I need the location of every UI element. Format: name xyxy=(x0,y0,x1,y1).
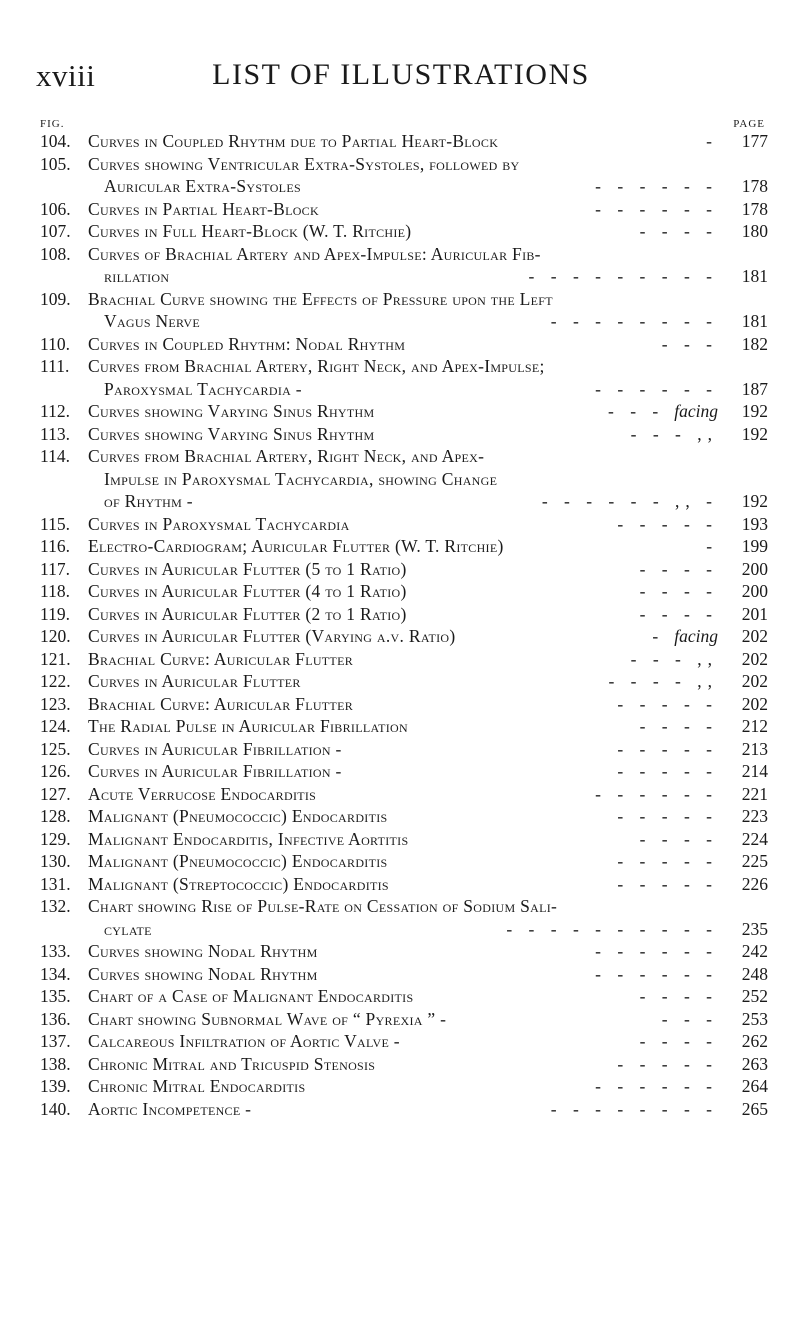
list-item xyxy=(40,648,768,671)
dot-leader: - - - - xyxy=(639,603,719,624)
page-ref: 193 xyxy=(741,513,769,534)
page-ref: 221 xyxy=(741,783,768,804)
figure-title: of Rhythm - xyxy=(104,491,193,511)
figure-number: 129. xyxy=(40,828,71,849)
figure-number: 131. xyxy=(40,873,71,894)
list-item xyxy=(40,355,768,400)
dot-leader: - - - - xyxy=(639,221,719,241)
list-item xyxy=(40,130,768,153)
figure-number: 132. xyxy=(40,896,71,916)
page-ref: 187 xyxy=(741,378,768,399)
list-item xyxy=(40,580,768,603)
entry-line xyxy=(40,693,768,716)
entry-line xyxy=(40,490,768,513)
dot-leader: - - - - - - xyxy=(595,1076,718,1096)
page-ref: 177 xyxy=(741,131,768,151)
figure-title: Curves in Auricular Flutter (Varying a.v. Ratio) xyxy=(88,626,456,646)
page-ref: 180 xyxy=(741,221,769,241)
entry-line xyxy=(40,378,768,401)
page-ref: 235 xyxy=(741,918,769,939)
list-item xyxy=(40,693,768,716)
page-ref: 181 xyxy=(741,266,768,286)
figure-number: 133. xyxy=(40,941,71,961)
figure-title: Brachial Curve showing the Effects of Pressure upon the Left xyxy=(88,288,553,309)
figure-number: 117. xyxy=(40,558,70,579)
figure-number: 108. xyxy=(40,243,71,264)
figure-title: Malignant (Streptococcic) Endocarditis xyxy=(88,873,389,894)
figure-title: Curves showing Nodal Rhythm xyxy=(88,941,318,961)
page-ref: 214 xyxy=(741,761,768,781)
list-item xyxy=(40,1030,768,1053)
list-item xyxy=(40,603,768,626)
page-ref: 178 xyxy=(741,198,768,219)
dot-leader: - - - xyxy=(661,333,718,354)
page-ref: 242 xyxy=(741,941,769,961)
figure-title: Curves showing Nodal Rhythm xyxy=(88,963,318,984)
list-item xyxy=(40,243,768,288)
figure-title: Curves in Partial Heart-Block xyxy=(88,198,319,219)
page-ref: 202 xyxy=(741,671,769,691)
figure-title: Curves in Auricular Flutter (5 to 1 Ratio) xyxy=(88,558,407,579)
dot-leader: - - - - - xyxy=(617,761,718,781)
page-ref: 226 xyxy=(741,873,769,894)
figure-title: Impulse in Paroxysmal Tachycardia, showing Change xyxy=(104,468,498,489)
dot-leader: - - - - - - - - xyxy=(550,311,718,331)
dot-leader: - - - - - xyxy=(617,1053,719,1074)
figure-title: Electro-Cardiogram; Auricular Flutter (W. T. Ritchie) xyxy=(88,536,504,556)
dot-leader: - - - ,, xyxy=(630,648,719,669)
dot-leader: - - - - - - xyxy=(595,963,719,984)
figure-number: 128. xyxy=(40,806,71,826)
list-item xyxy=(40,220,768,243)
page-title: LIST OF ILLUSTRATIONS xyxy=(212,58,590,91)
dot-leader: - xyxy=(706,536,719,556)
entry-line xyxy=(40,828,768,851)
list-item xyxy=(40,738,768,761)
page-ref: 223 xyxy=(741,806,768,826)
list-item xyxy=(40,940,768,963)
page-ref: 262 xyxy=(741,1031,768,1051)
entry-line xyxy=(40,558,768,581)
entry-line xyxy=(40,130,768,153)
list-item xyxy=(40,513,768,536)
entry-line xyxy=(40,153,768,176)
dot-leader: - - - - xyxy=(639,986,718,1006)
dot-leader: - - - - - xyxy=(617,873,719,894)
entry-line xyxy=(40,985,768,1008)
entry-line xyxy=(40,805,768,828)
dot-leader: - - - - - - xyxy=(595,941,719,961)
figure-number: 105. xyxy=(40,153,71,174)
figure-title: Curves from Brachial Artery, Right Neck, and Apex- xyxy=(88,446,485,466)
dot-leader: - - - - xyxy=(639,828,719,849)
page-ref: 182 xyxy=(741,333,768,354)
figure-title: Curves in Auricular Fibrillation - xyxy=(88,738,342,759)
page-ref: 253 xyxy=(741,1008,768,1029)
figure-number: 125. xyxy=(40,738,71,759)
figure-title: Curves in Auricular Fibrillation - xyxy=(88,761,342,781)
entry-line xyxy=(40,400,768,423)
entry-line xyxy=(40,535,768,558)
list-item xyxy=(40,850,768,873)
entry-line xyxy=(40,468,768,491)
page-ref: 200 xyxy=(741,558,769,579)
page-ref: 192 xyxy=(741,401,768,421)
entry-line xyxy=(40,1098,768,1121)
entry-line xyxy=(40,1008,768,1031)
page-ref: 224 xyxy=(741,828,769,849)
figure-number: 130. xyxy=(40,851,71,871)
list-item xyxy=(40,805,768,828)
list-item xyxy=(40,985,768,1008)
figure-title: Chronic Mitral Endocarditis xyxy=(88,1076,306,1096)
list-item xyxy=(40,1075,768,1098)
list-item xyxy=(40,828,768,851)
page-ref: 252 xyxy=(741,986,768,1006)
entry-line xyxy=(40,918,768,941)
figure-title: Curves in Coupled Rhythm due to Partial Heart-Block xyxy=(88,131,499,151)
entry-line xyxy=(40,445,768,468)
page-ref: 199 xyxy=(741,536,769,556)
figure-title: Curves in Auricular Flutter (4 to 1 Ratio) xyxy=(88,581,407,601)
figure-title: Brachial Curve: Auricular Flutter xyxy=(88,693,353,714)
entry-line xyxy=(40,603,768,626)
figure-number: 120. xyxy=(40,626,71,646)
page-ref: 192 xyxy=(741,423,768,444)
page-ref: 213 xyxy=(741,738,768,759)
entry-line xyxy=(40,265,768,288)
figure-title: Curves of Brachial Artery and Apex-Impulse: Auricular Fib- xyxy=(88,243,541,264)
figure-number: 110. xyxy=(40,333,70,354)
page-ref: 202 xyxy=(741,693,769,714)
list-item xyxy=(40,1098,768,1121)
figure-title: Curves in Coupled Rhythm: Nodal Rhythm xyxy=(88,333,406,354)
list-item xyxy=(40,963,768,986)
list-item xyxy=(40,895,768,940)
page-ref: 248 xyxy=(741,963,769,984)
figure-number: 107. xyxy=(40,221,71,241)
figure-number: 136. xyxy=(40,1008,71,1029)
figure-number: 137. xyxy=(40,1031,71,1051)
figure-number: 111. xyxy=(40,356,70,376)
figure-title: Chronic Mitral and Tricuspid Stenosis xyxy=(88,1053,376,1074)
figure-title: Chart showing Rise of Pulse-Rate on Cessation of Sodium Sali- xyxy=(88,896,558,916)
list-item xyxy=(40,153,768,198)
figure-title: Malignant (Pneumococcic) Endocarditis xyxy=(88,806,388,826)
figure-number: 115. xyxy=(40,513,70,534)
dot-leader: - - - - xyxy=(639,558,719,579)
figure-number: 135. xyxy=(40,986,71,1006)
figure-title: Auricular Extra-Systoles xyxy=(104,176,301,196)
list-item xyxy=(40,445,768,513)
dot-leader: - - - - - xyxy=(617,738,718,759)
list-item xyxy=(40,1008,768,1031)
dot-leader: - - - xyxy=(661,1008,718,1029)
list-item xyxy=(40,625,768,648)
list-item xyxy=(40,715,768,738)
figure-number: 118. xyxy=(40,581,70,601)
figure-number: 126. xyxy=(40,761,71,781)
running-header xyxy=(36,58,766,98)
entry-line xyxy=(40,1075,768,1098)
page-ref: 201 xyxy=(741,603,769,624)
dot-leader: - - - ,, xyxy=(630,423,718,444)
entry-line xyxy=(40,243,768,266)
page-ref: 181 xyxy=(741,311,768,331)
figure-title: Curves from Brachial Artery, Right Neck, and Apex-Impulse; xyxy=(88,356,545,376)
list-item xyxy=(40,558,768,581)
entry-line xyxy=(40,850,768,873)
figure-number: 119. xyxy=(40,603,70,624)
figure-number: 114. xyxy=(40,446,70,466)
entry-line xyxy=(40,648,768,671)
dot-leader: - - - - - - xyxy=(595,198,718,219)
fig-column-heading: FIG. xyxy=(40,118,65,130)
page-ref: 202 xyxy=(741,626,768,646)
entry-line xyxy=(40,1053,768,1076)
facing-note: facing xyxy=(674,626,718,646)
entry-line xyxy=(40,580,768,603)
figure-title: Curves in Full Heart-Block (W. T. Ritchie) xyxy=(88,221,412,241)
figure-title: rillation xyxy=(104,266,170,286)
dot-leader: - xyxy=(652,626,665,646)
figure-title: Curves showing Varying Sinus Rhythm xyxy=(88,401,375,421)
entry-line xyxy=(40,513,768,536)
page-column-heading: PAGE xyxy=(733,118,765,130)
list-item xyxy=(40,760,768,783)
dot-leader: - - - - - xyxy=(617,806,718,826)
list-item xyxy=(40,333,768,356)
entry-line xyxy=(40,895,768,918)
figure-title: Calcareous Infiltration of Aortic Valve - xyxy=(88,1031,400,1051)
page-ref: 212 xyxy=(741,716,769,736)
figure-title: Chart showing Subnormal Wave of “ Pyrexia ” - xyxy=(88,1008,447,1029)
page-number: xviii xyxy=(36,58,96,93)
entry-line xyxy=(40,355,768,378)
dot-leader: - - - - - - - - - - xyxy=(506,918,719,939)
dot-leader: - - - - - - ,, - xyxy=(541,491,718,511)
figure-number: 139. xyxy=(40,1076,71,1096)
list-item xyxy=(40,1053,768,1076)
dot-leader: - - - - - - xyxy=(595,378,718,399)
figure-title: Aortic Incompetence - xyxy=(88,1098,252,1119)
facing-note: facing xyxy=(674,401,718,421)
page-ref: 178 xyxy=(741,176,769,196)
entry-line xyxy=(40,1030,768,1053)
dot-leader: - - - - - xyxy=(617,693,719,714)
figure-number: 123. xyxy=(40,693,71,714)
page-ref: 263 xyxy=(741,1053,769,1074)
entry-line xyxy=(40,873,768,896)
figure-title: Acute Verrucose Endocarditis xyxy=(88,783,317,804)
figure-title: Curves in Paroxysmal Tachycardia xyxy=(88,513,350,534)
figure-title: Paroxysmal Tachycardia - xyxy=(104,378,302,399)
dot-leader: - - - - - - xyxy=(595,783,718,804)
list-item xyxy=(40,423,768,446)
entry-line xyxy=(40,783,768,806)
illustrations-list xyxy=(40,130,768,1120)
figure-number: 113. xyxy=(40,423,70,444)
list-item xyxy=(40,198,768,221)
entry-line xyxy=(40,198,768,221)
figure-title: cylate xyxy=(104,918,152,939)
entry-line xyxy=(40,310,768,333)
figure-number: 134. xyxy=(40,963,71,984)
figure-title: The Radial Pulse in Auricular Fibrillation xyxy=(88,716,408,736)
dot-leader: - - - - ,, xyxy=(608,671,719,691)
dot-leader: - - - xyxy=(608,401,665,421)
page-ref: 200 xyxy=(741,581,769,601)
figure-number: 140. xyxy=(40,1098,71,1119)
entry-line xyxy=(40,625,768,648)
figure-title: Brachial Curve: Auricular Flutter xyxy=(88,648,353,669)
page-ref: 192 xyxy=(741,491,768,511)
entry-line xyxy=(40,670,768,693)
figure-title: Curves showing Ventricular Extra-Systoles, followed by xyxy=(88,153,520,174)
figure-title: Curves in Auricular Flutter xyxy=(88,671,301,691)
figure-title: Malignant Endocarditis, Infective Aortitis xyxy=(88,828,409,849)
figure-number: 138. xyxy=(40,1053,71,1074)
dot-leader: - - - - - xyxy=(617,851,718,871)
entry-line xyxy=(40,333,768,356)
list-item xyxy=(40,873,768,896)
entry-line xyxy=(40,288,768,311)
entry-line xyxy=(40,963,768,986)
dot-leader: - - - - xyxy=(639,1031,718,1051)
entry-line xyxy=(40,738,768,761)
entry-line xyxy=(40,220,768,243)
entry-line xyxy=(40,940,768,963)
dot-leader: - - - - - - - - - xyxy=(528,266,718,286)
dot-leader: - - - - - - xyxy=(595,176,719,196)
figure-number: 127. xyxy=(40,783,71,804)
dot-leader: - - - - xyxy=(639,716,719,736)
page-ref: 264 xyxy=(741,1076,768,1096)
entry-line xyxy=(40,715,768,738)
figure-number: 109. xyxy=(40,288,71,309)
figure-number: 116. xyxy=(40,536,70,556)
figure-title: Malignant (Pneumococcic) Endocarditis xyxy=(88,851,388,871)
entry-line xyxy=(40,423,768,446)
figure-title: Chart of a Case of Malignant Endocarditis xyxy=(88,986,414,1006)
figure-number: 112. xyxy=(40,401,70,421)
dot-leader: - - - - - - - - xyxy=(550,1098,719,1119)
page-ref: 225 xyxy=(741,851,768,871)
list-item xyxy=(40,400,768,423)
figure-title: Vagus Nerve xyxy=(104,311,200,331)
figure-title: Curves showing Varying Sinus Rhythm xyxy=(88,423,375,444)
figure-number: 121. xyxy=(40,648,71,669)
entry-line xyxy=(40,175,768,198)
list-item xyxy=(40,670,768,693)
figure-title: Curves in Auricular Flutter (2 to 1 Ratio) xyxy=(88,603,407,624)
entry-line xyxy=(40,760,768,783)
figure-number: 104. xyxy=(40,131,71,151)
dot-leader: - - - - - xyxy=(617,513,719,534)
dot-leader: - - - - xyxy=(639,581,719,601)
list-item xyxy=(40,288,768,333)
figure-number: 122. xyxy=(40,671,71,691)
figure-number: 106. xyxy=(40,198,71,219)
page-ref: 265 xyxy=(741,1098,769,1119)
dot-leader: - xyxy=(706,131,718,151)
page-ref: 202 xyxy=(741,648,769,669)
list-item xyxy=(40,783,768,806)
list-item xyxy=(40,535,768,558)
figure-number: 124. xyxy=(40,716,71,736)
